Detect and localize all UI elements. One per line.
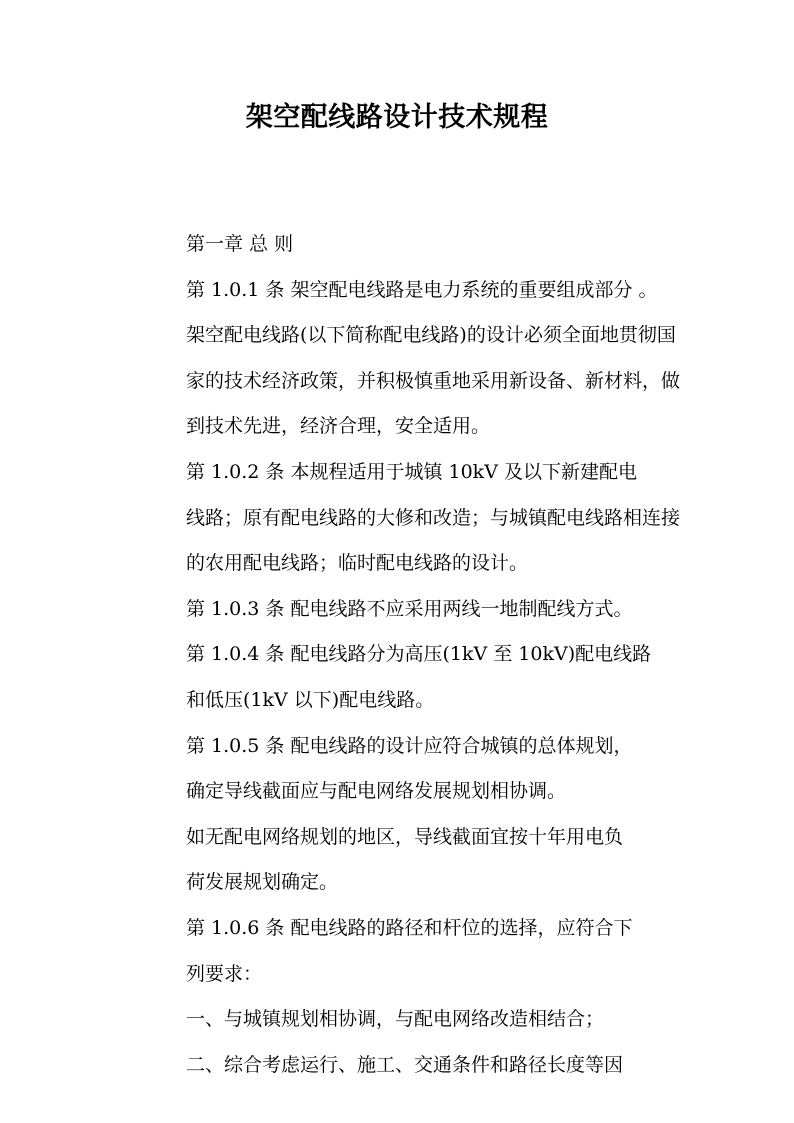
document-title: 架空配线路设计技术规程 — [245, 102, 549, 133]
paragraph-article-1-0-6 — [120, 906, 680, 997]
paragraph-article-1-0-2 — [120, 450, 680, 587]
paragraph-article-1-0-4 — [120, 632, 680, 723]
text-line: 第 1.0.2 条 本规程适用于城镇 10kV 及以下新建配电 — [186, 460, 637, 483]
text-line: 第 1.0.3 条 配电线路不应采用两线一地制配线方式。 — [186, 597, 633, 620]
paragraph-article-1-0-1 — [120, 268, 680, 450]
text-line: 第 1.0.1 条 架空配电线路是电力系统的重要组成部分 。 — [186, 278, 658, 301]
text-line: 架空配电线路(以下简称配电线路)的设计必须全面地贯彻国 — [186, 324, 676, 347]
text-line: 确定导线截面应与配电网络发展规划相协调。 — [186, 780, 567, 803]
text-line: 第 1.0.6 条 配电线路的路径和杆位的选择，应符合下 — [186, 916, 633, 939]
paragraph-chapter-heading — [120, 222, 680, 268]
text-line: 荷发展规划确定。 — [186, 871, 339, 894]
text-line: 第一章 总 则 — [186, 233, 294, 255]
text-line: 线路；原有配电线路的大修和改造；与城镇配电线路相连接 — [186, 506, 681, 529]
text-line: 到技术先进，经济合理，安全适用。 — [186, 415, 491, 438]
text-line: 二、综合考虑运行、施工、交通条件和路径长度等因 — [186, 1053, 624, 1076]
paragraph-article-1-0-3 — [120, 587, 680, 633]
text-line: 列要求： — [186, 962, 263, 985]
text-line: 和低压(1kV 以下)配电线路。 — [186, 688, 435, 711]
text-line: 的农用配电线路；临时配电线路的设计。 — [186, 552, 529, 575]
text-line: 如无配电网络规划的地区，导线截面宜按十年用电负 — [186, 825, 624, 848]
text-line: 第 1.0.4 条 配电线路分为高压(1kV 至 10kV)配电线路 — [186, 643, 652, 666]
text-line: 家的技术经济政策，并积极慎重地采用新设备、新材料，做 — [186, 369, 681, 392]
text-line: 一、与城镇规划相协调，与配电网络改造相结合； — [186, 1008, 605, 1031]
paragraph-item-1 — [120, 997, 680, 1043]
document-body — [120, 222, 680, 1088]
paragraph-article-1-0-5 — [120, 724, 680, 815]
paragraph-article-1-0-5-note — [120, 815, 680, 906]
text-line: 第 1.0.5 条 配电线路的设计应符合城镇的总体规划， — [186, 734, 633, 757]
paragraph-item-2 — [120, 1043, 680, 1089]
